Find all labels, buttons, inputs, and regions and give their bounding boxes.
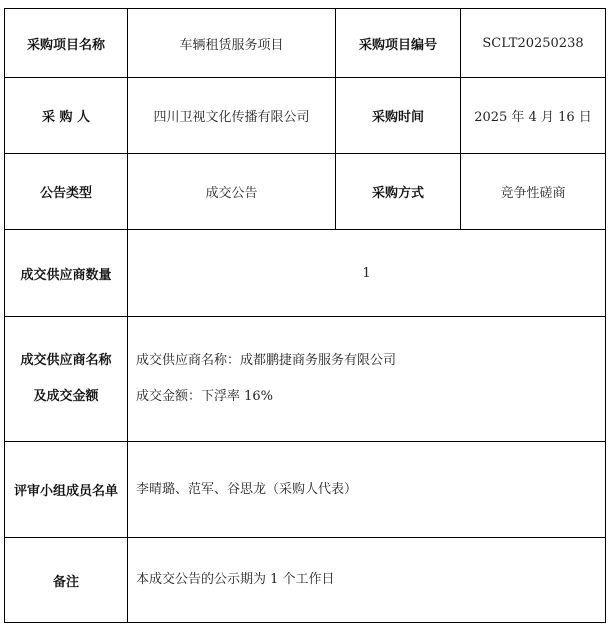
project-number-label: 采购项目编号 xyxy=(336,9,461,78)
notice-type-label: 公告类型 xyxy=(5,154,128,230)
purchaser-value: 四川卫视文化传播有限公司 xyxy=(128,78,336,154)
table-row xyxy=(5,317,606,442)
remark-label: 备注 xyxy=(5,538,128,623)
supplier-name: 成交供应商名称：成都鹏捷商务服务有限公司 xyxy=(136,353,397,368)
purchase-method-label: 采购方式 xyxy=(336,154,461,230)
purchaser-label: 采 购 人 xyxy=(5,78,128,154)
review-panel-members: 李晴璐、范军、谷思龙（采购人代表） xyxy=(128,442,606,538)
table-row xyxy=(5,538,606,623)
project-number-value: SCLT20250238 xyxy=(461,9,606,78)
table-row xyxy=(5,230,606,317)
supplier-count-value: 1 xyxy=(128,230,606,317)
review-panel-label: 评审小组成员名单 xyxy=(5,442,128,538)
project-name-label: 采购项目名称 xyxy=(5,9,128,78)
supplier-count-label: 成交供应商数量 xyxy=(5,230,128,317)
table-row xyxy=(5,9,606,78)
label-line-1: 成交供应商名称 xyxy=(20,353,112,368)
deal-amount: 成交金额：下浮率 16% xyxy=(136,389,274,404)
project-name-value: 车辆租赁服务项目 xyxy=(128,9,336,78)
table-row xyxy=(5,442,606,538)
purchase-time-value: 2025 年 4 月 16 日 xyxy=(461,78,606,154)
label-line-2: 及成交金额 xyxy=(33,389,99,404)
purchase-method-value: 竞争性磋商 xyxy=(461,154,606,230)
table-row xyxy=(5,78,606,154)
supplier-name-amount-label xyxy=(5,317,128,442)
announcement-table xyxy=(4,8,606,623)
supplier-name-amount-value xyxy=(128,317,606,442)
remark-value: 本成交公告的公示期为 1 个工作日 xyxy=(128,538,606,623)
purchase-time-label: 采购时间 xyxy=(336,78,461,154)
notice-type-value: 成交公告 xyxy=(128,154,336,230)
table-row xyxy=(5,154,606,230)
